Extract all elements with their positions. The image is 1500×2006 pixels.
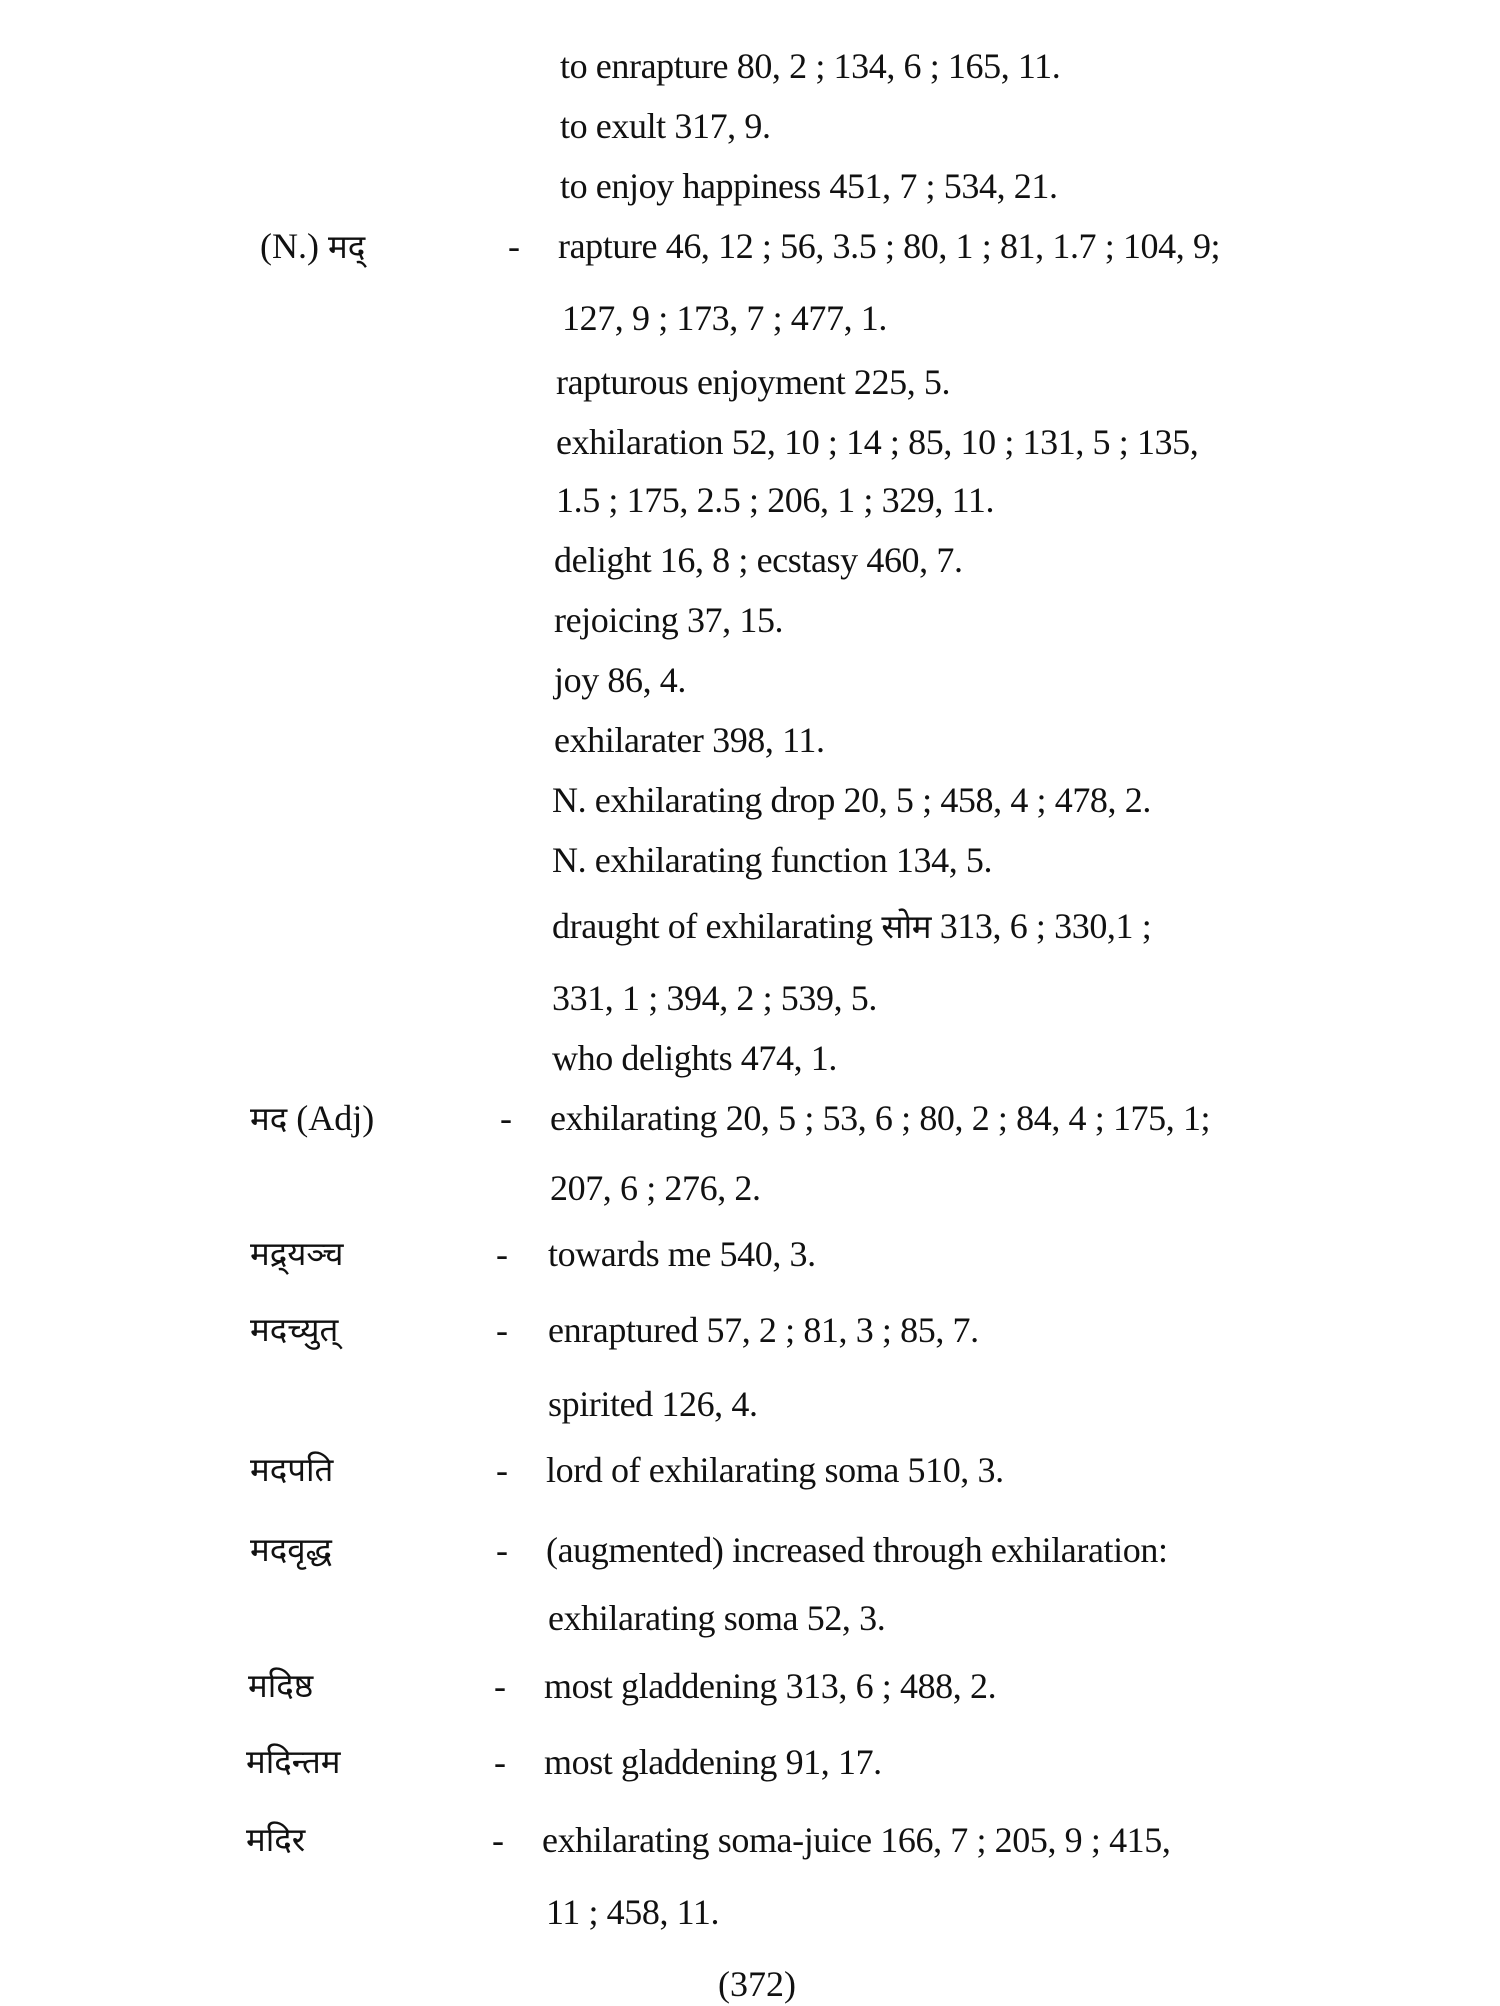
intro-line: to enjoy happiness 451, 7 ; 534, 21.: [560, 166, 1058, 206]
headword-madishtha: मदिष्ठ: [248, 1666, 314, 1705]
definition-line: 1.5 ; 175, 2.5 ; 206, 1 ; 329, 11.: [556, 480, 995, 520]
headword-text: मद: [250, 1099, 288, 1138]
intro-line: to exult 317, 9.: [560, 106, 771, 146]
definition-line: 11 ; 458, 11.: [546, 1892, 720, 1932]
headword-mada-adj: [250, 1096, 374, 1141]
definition-line: exhilarating soma-juice 166, 7 ; 205, 9 ; 415,: [542, 1820, 1171, 1860]
definition-line: exhilarating soma 52, 3.: [548, 1598, 886, 1638]
definition-line-draught: [552, 904, 1151, 949]
definition-line: N. exhilarating drop 20, 5 ; 458, 4 ; 478, 2.: [552, 780, 1151, 820]
definition-line: most gladdening 313, 6 ; 488, 2.: [544, 1666, 997, 1706]
entry-dash: -: [496, 1530, 508, 1570]
definition-line: towards me 540, 3.: [548, 1234, 816, 1274]
definition-line: 207, 6 ; 276, 2.: [550, 1168, 761, 1208]
definition-line: spirited 126, 4.: [548, 1384, 758, 1424]
definition-line: 127, 9 ; 173, 7 ; 477, 1.: [562, 298, 888, 338]
entry-dash: -: [508, 226, 520, 266]
entry-dash: -: [500, 1098, 512, 1138]
headword-prefix: (N.): [260, 226, 319, 266]
definition-line: rapture 46, 12 ; 56, 3.5 ; 80, 1 ; 81, 1.7 ; 104, 9;: [558, 226, 1221, 266]
headword-text: मद्: [327, 227, 366, 266]
definition-line: exhilaration 52, 10 ; 14 ; 85, 10 ; 131, 5 ; 135,: [556, 422, 1199, 462]
definition-line: rejoicing 37, 15.: [554, 600, 784, 640]
definition-line: N. exhilarating function 134, 5.: [552, 840, 993, 880]
draught-text: draught of exhilarating: [552, 906, 873, 946]
definition-line: delight 16, 8 ; ecstasy 460, 7.: [554, 540, 963, 580]
entry-dash: -: [494, 1742, 506, 1782]
definition-line: exhilarater 398, 11.: [554, 720, 825, 760]
headword-madachyut: मदच्युत्: [250, 1310, 339, 1349]
headword-madryanch: मद्र्यञ्च: [250, 1234, 344, 1273]
entry-dash: -: [496, 1310, 508, 1350]
definition-line: exhilarating 20, 5 ; 53, 6 ; 80, 2 ; 84, 4 ; 175, 1;: [550, 1098, 1211, 1138]
definition-line: (augmented) increased through exhilaration:: [546, 1530, 1168, 1570]
headword-suffix: (Adj): [296, 1098, 375, 1138]
definition-line: most gladdening 91, 17.: [544, 1742, 882, 1782]
headword-madavriddha: मदवृद्ध: [250, 1530, 332, 1569]
definition-line: 331, 1 ; 394, 2 ; 539, 5.: [552, 978, 878, 1018]
soma-word: सोम: [881, 907, 932, 946]
headword-madira: मदिर: [246, 1820, 306, 1859]
entry-dash: -: [494, 1666, 506, 1706]
draught-refs: 313, 6 ; 330,1 ;: [939, 906, 1152, 946]
headword-madintama: मदिन्तम: [246, 1742, 341, 1781]
intro-line: to enrapture 80, 2 ; 134, 6 ; 165, 11.: [560, 46, 1061, 86]
entry-dash: -: [496, 1450, 508, 1490]
definition-line: who delights 474, 1.: [552, 1038, 837, 1078]
definition-line: joy 86, 4.: [554, 660, 687, 700]
entry-dash: -: [492, 1820, 504, 1860]
entry-dash: -: [496, 1234, 508, 1274]
headword-n-mad: [260, 224, 365, 269]
headword-madapati: मदपति: [250, 1450, 334, 1489]
definition-line: rapturous enjoyment 225, 5.: [556, 362, 951, 402]
page-number: (372): [718, 1964, 796, 2004]
definition-line: lord of exhilarating soma 510, 3.: [546, 1450, 1004, 1490]
definition-line: enraptured 57, 2 ; 81, 3 ; 85, 7.: [548, 1310, 979, 1350]
